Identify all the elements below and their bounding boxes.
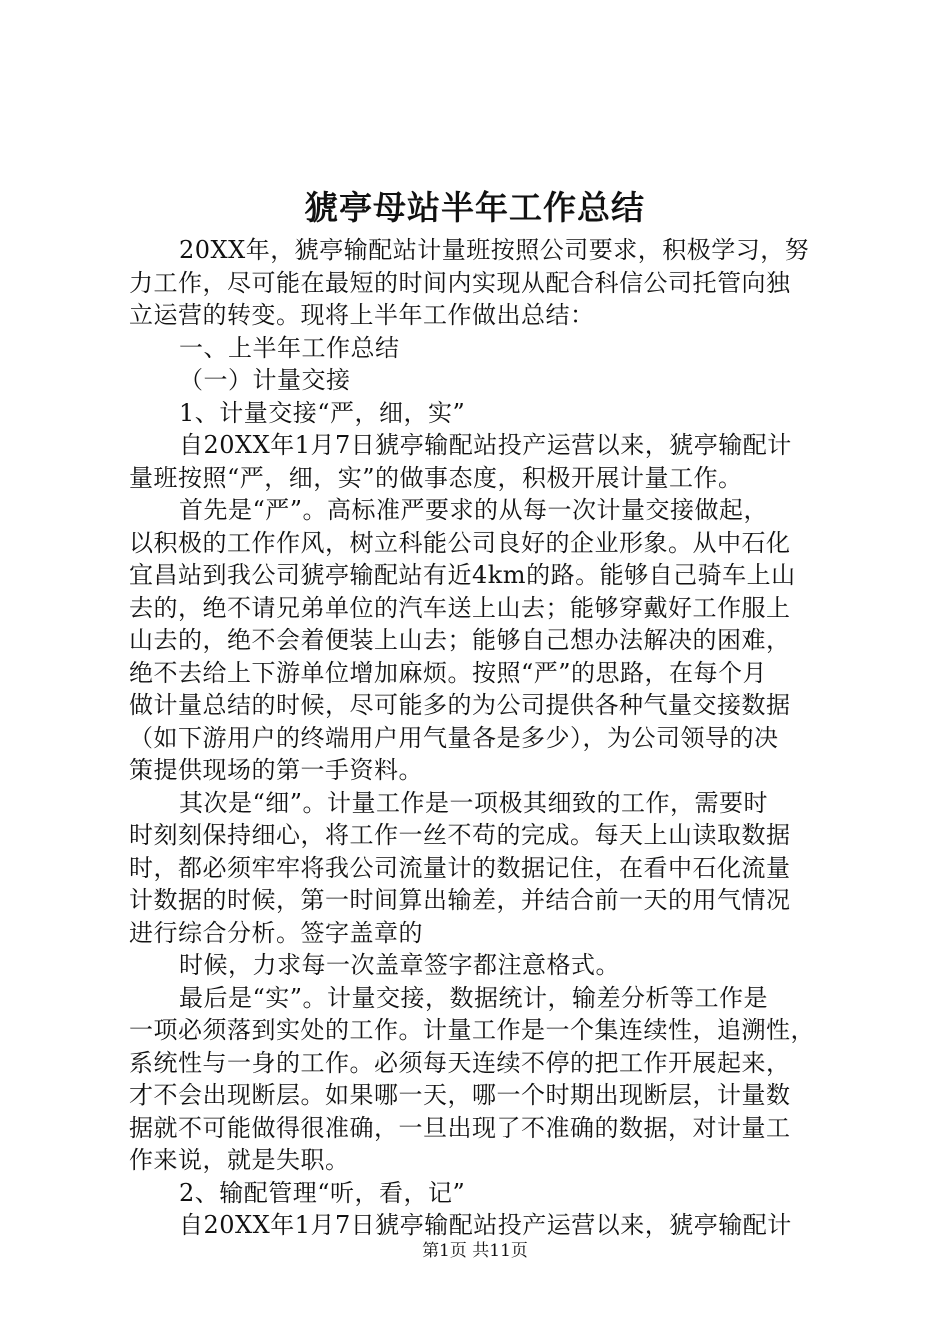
document-body: [129, 234, 841, 1242]
paragraph-line: 宜昌站到我公司猇亭输配站有近4km的路。能够自己骑车上山: [129, 561, 796, 589]
paragraph-line: 绝不去给上下游单位增加麻烦。按照“严”的思路，在每个月: [129, 658, 768, 687]
paragraph-line: 时候，力求每一次盖章签字都注意格式。: [179, 951, 620, 979]
paragraph-line: 才不会出现断层。如果哪一天，哪一个时期出现断层，计量数: [129, 1081, 791, 1109]
paragraph-line: 立运营的转变。现将上半年工作做出总结：: [129, 301, 595, 329]
paragraph-line: 自20XX年1月7日猇亭输配站投产运营以来，猇亭输配计: [179, 1211, 792, 1239]
paragraph-line: 去的，绝不请兄弟单位的汽车送上山去；能够穿戴好工作服上: [129, 593, 791, 622]
paragraph-line: （如下游用户的终端用户用气量各是多少），为公司领导的决: [129, 723, 779, 752]
document-title: 猇亭母站半年工作总结: [305, 188, 645, 227]
paragraph-line: 计数据的时候，第一时间算出输差，并结合前一天的用气情况: [129, 886, 791, 914]
paragraph-line: 量班按照“严，细，实”的做事态度，积极开展计量工作。: [129, 463, 743, 492]
paragraph-line: 1、计量交接“严，细，实”: [179, 398, 466, 427]
paragraph-line: 一项必须落到实处的工作。计量工作是一个集连续性，追溯性，: [129, 1016, 815, 1044]
paragraph-line: 以积极的工作作风，树立科能公司良好的企业形象。从中石化: [129, 528, 791, 557]
paragraph-line: 其次是“细”。计量工作是一项极其细致的工作，需要时: [179, 788, 769, 817]
paragraph-line: 20XX年，猇亭输配站计量班按照公司要求，积极学习，努: [179, 236, 810, 264]
paragraph-line: 2、输配管理“听，看，记”: [179, 1178, 466, 1207]
paragraph-line: 据就不可能做得很准确，一旦出现了不准确的数据，对计量工: [129, 1113, 791, 1142]
paragraph-line: 时，都必须牢牢将我公司流量计的数据记住，在看中石化流量: [129, 853, 791, 882]
paragraph-line: 做计量总结的时候，尽可能多的为公司提供各种气量交接数据: [129, 691, 791, 719]
paragraph-line: 策提供现场的第一手资料。: [129, 756, 423, 784]
paragraph-line: 最后是“实”。计量交接，数据统计，输差分析等工作是: [179, 983, 769, 1012]
paragraph-line: 进行综合分析。签字盖章的: [129, 918, 423, 947]
paragraph-line: 时刻刻保持细心，将工作一丝不苟的完成。每天上山读取数据: [129, 821, 791, 849]
paragraph-line: 山去的，绝不会着便装上山去；能够自己想办法解决的困难，: [129, 626, 791, 654]
paragraph-line: 作来说，就是失职。: [129, 1146, 350, 1174]
paragraph-line: 系统性与一身的工作。必须每天连续不停的把工作开展起来，: [129, 1048, 791, 1077]
paragraph-line: 一、上半年工作总结: [179, 333, 400, 362]
paragraph-line: 力工作，尽可能在最短的时间内实现从配合科信公司托管向独: [129, 268, 791, 297]
paragraph-line: （一）计量交接: [179, 366, 351, 394]
paragraph-line: 首先是“严”。高标准严要求的从每一次计量交接做起，: [179, 496, 769, 524]
page-footer: 第1页 共11页: [422, 1241, 528, 1261]
paragraph-line: 自20XX年1月7日猇亭输配站投产运营以来，猇亭输配计: [179, 431, 792, 459]
